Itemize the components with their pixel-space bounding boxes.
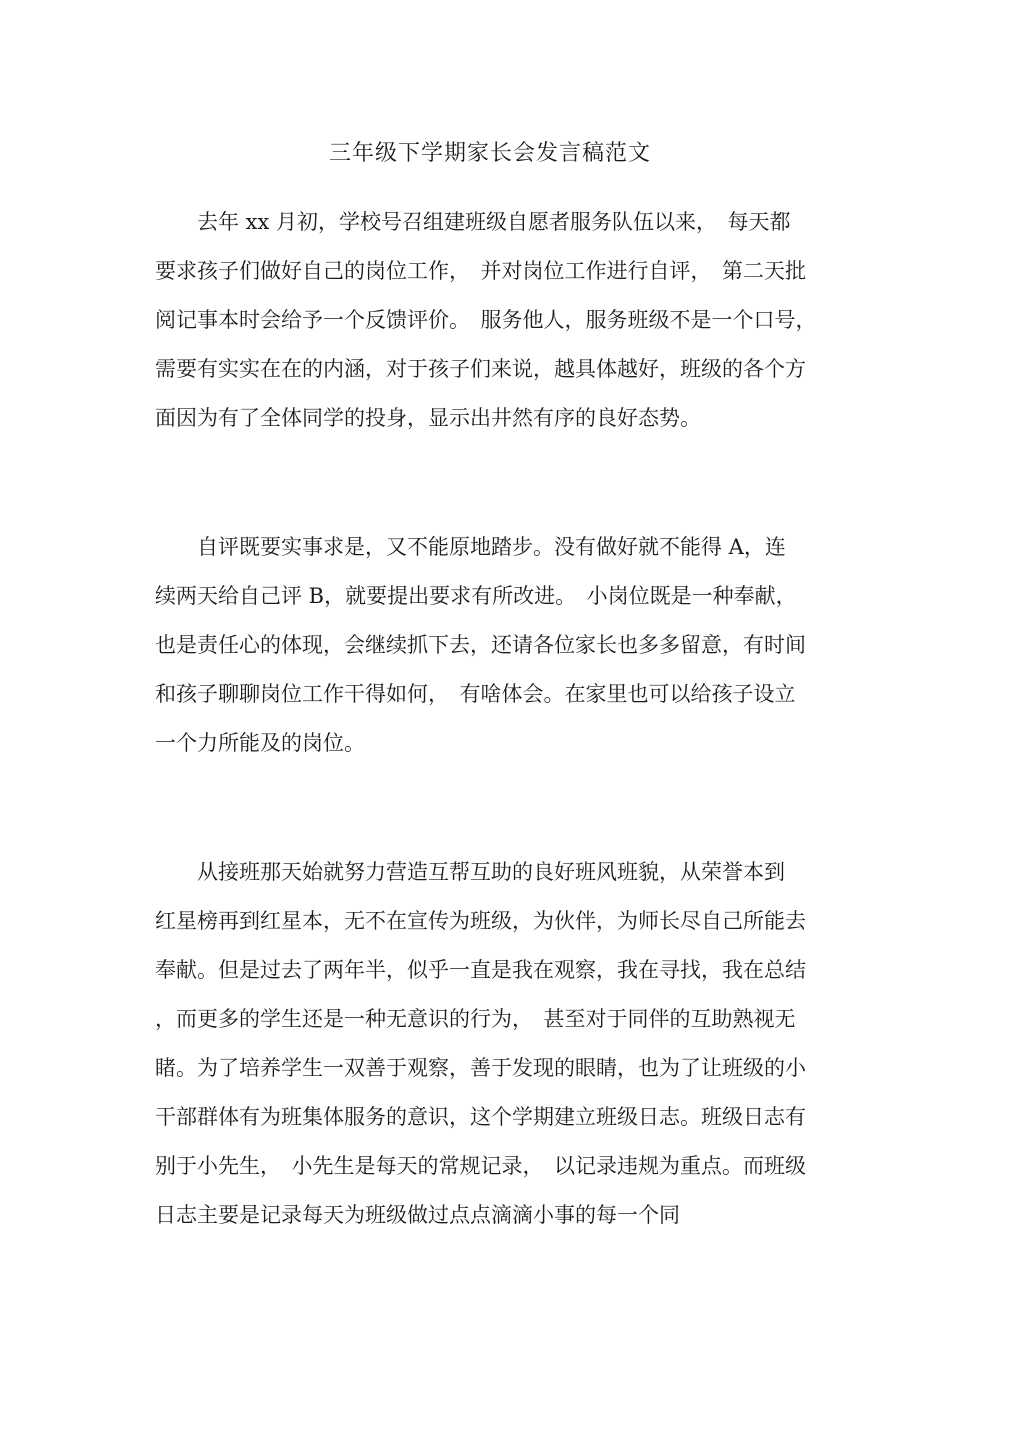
paragraph-line: 自评既要实事求是，又不能原地踏步。没有做好就不能得 A，连 — [155, 535, 786, 559]
paragraph-1 — [155, 198, 855, 443]
paragraph-line: 续两天给自己评 B，就要提出要求有所改进。 小岗位既是一种奉献， — [155, 584, 797, 608]
paragraph-line: 去年 xx 月初，学校号召组建班级自愿者服务队伍以来， 每天都 — [155, 210, 791, 234]
document-title: 三年级下学期家长会发言稿范文 — [328, 141, 651, 166]
paragraph-line: 干部群体有为班集体服务的意识，这个学期建立班级日志。班级日志有 — [155, 1105, 806, 1129]
paragraph-line: 也是责任心的体现，会继续抓下去，还请各位家长也多多留意，有时间 — [155, 633, 806, 657]
paragraph-line: 要求孩子们做好自己的岗位工作， 并对岗位工作进行自评， 第二天批 — [155, 259, 806, 283]
paragraph-line: 奉献。但是过去了两年半，似乎一直是我在观察，我在寻找，我在总结 — [155, 958, 806, 982]
paragraph-line: 从接班那天始就努力营造互帮互助的良好班风班貌，从荣誉本到 — [155, 860, 785, 884]
paragraph-line: ，而更多的学生还是一种无意识的行为， 甚至对于同伴的互助熟视无 — [155, 1007, 796, 1031]
paragraph-line: 面因为有了全体同学的投身，显示出井然有序的良好态势。 — [155, 406, 701, 430]
paragraph-line: 别于小先生， 小先生是每天的常规记录， 以记录违规为重点。而班级 — [155, 1154, 806, 1178]
paragraph-line: 需要有实实在在的内涵，对于孩子们来说，越具体越好，班级的各个方 — [155, 357, 806, 381]
paragraph-2 — [155, 523, 855, 768]
paragraph-line: 阅记事本时会给予一个反馈评价。 服务他人，服务班级不是一个口号， — [155, 308, 817, 332]
paragraph-3 — [155, 848, 855, 1240]
paragraph-line: 睹。为了培养学生一双善于观察，善于发现的眼睛，也为了让班级的小 — [155, 1056, 806, 1080]
paragraph-line: 一个力所能及的岗位。 — [155, 731, 365, 755]
paragraph-line: 和孩子聊聊岗位工作干得如何， 有啥体会。在家里也可以给孩子设立 — [155, 682, 796, 706]
paragraph-line: 红星榜再到红星本，无不在宣传为班级，为伙伴，为师长尽自己所能去 — [155, 909, 806, 933]
paragraph-line: 日志主要是记录每天为班级做过点点滴滴小事的每一个同 — [155, 1203, 680, 1227]
